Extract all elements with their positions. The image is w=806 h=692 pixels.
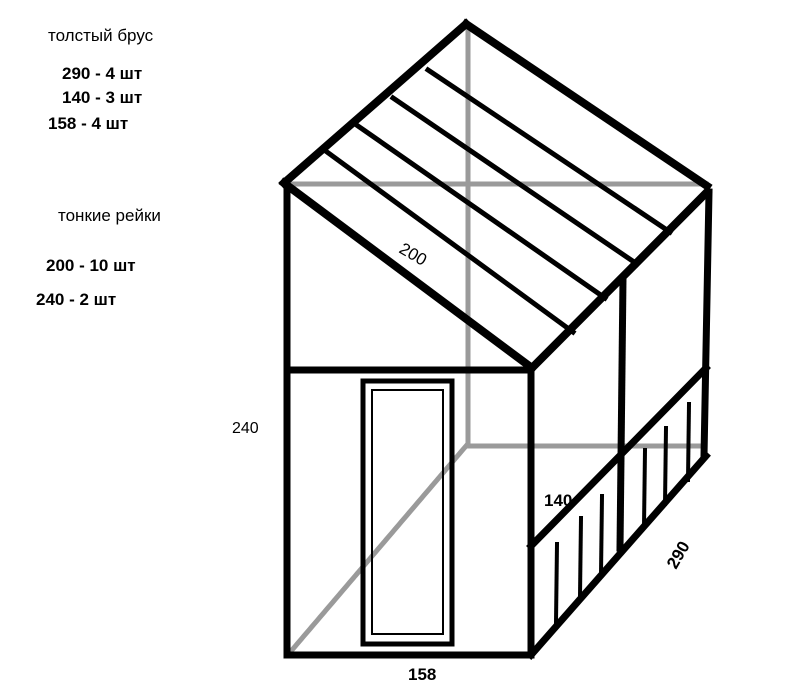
thick-beam-header: толстый брус (48, 26, 154, 45)
back-right-post (704, 192, 709, 456)
roof-slat (393, 98, 637, 264)
dimension-front-width-label: 158 (408, 665, 437, 684)
baluster (665, 428, 666, 504)
side-middle-post (620, 278, 623, 548)
baluster (688, 404, 689, 480)
roof-frame (284, 24, 707, 368)
dimension-depth-label: 290 (663, 537, 694, 572)
thick-beam-item-140: 140 - 3 шт (62, 88, 143, 107)
roof-front-ridge-edge (284, 24, 466, 183)
dimension-height-label: 240 (232, 420, 259, 437)
thin-slat-header: тонкие рейки (58, 206, 161, 225)
dimension-side-wall-label: 140 (544, 491, 573, 510)
baluster (644, 450, 645, 526)
roof-slat (428, 70, 670, 232)
thick-beam-item-290: 290 - 4 шт (62, 64, 143, 83)
baluster (601, 496, 602, 574)
floor-diagonal (292, 446, 466, 650)
dimension-roof-slope-label: 200 (396, 239, 431, 270)
thick-beam-item-158: 158 - 4 шт (48, 114, 129, 133)
roof-slats (327, 70, 670, 332)
thin-slat-item-200: 200 - 10 шт (46, 256, 136, 275)
roof-slat (358, 126, 605, 298)
thin-slat-item-240: 240 - 2 шт (36, 290, 117, 309)
roof-top-ridge (466, 24, 707, 186)
baluster (580, 518, 581, 596)
baluster (556, 544, 557, 622)
